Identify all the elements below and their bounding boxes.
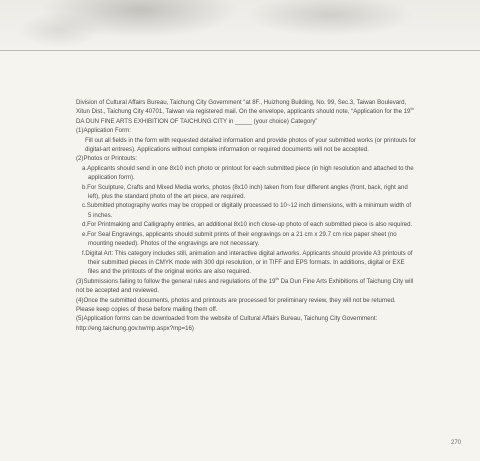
item-a: a.Applicants should send in one 8x10 inch photo or printout for each submitted piece (in high resolution and attached to the application form). bbox=[82, 164, 414, 182]
document-body bbox=[76, 98, 416, 333]
item-e: e.For Seal Engravings, applicants should submit prints of their engravings on a 21 cm x 29.7 cm rice paper sheet (no mounting needed). Photos of the engravings are not necessary. bbox=[82, 230, 397, 248]
rule-4: (4)Once the submitted documents, photos and printouts are processed for preliminary review, they will not be returned. Please keep copies of these before mailing them off. bbox=[76, 296, 396, 313]
photos-printouts-heading: (2)Photos or Printouts: bbox=[76, 155, 137, 163]
header-divider bbox=[0, 50, 480, 51]
header-ink-painting bbox=[0, 0, 480, 50]
application-form-text: Fill out all fields in the form with requested detailed information and provide photos of your submitted works (or printouts for digital-art entrees). Applications without complete information or required documents will not be accepted. bbox=[85, 136, 416, 154]
rule-5: (5)Application forms can be downloaded from the website of Cultural Affairs Bureau, Taichung City Government: http://eng.taichung.gov.tw/mp.aspx?mp=16) bbox=[76, 315, 378, 332]
intro-paragraph: Division of Cultural Affairs Bureau, Taichung City Government “at 8F., Huizhong Building, No. 99, Sec.3, Taiwan Boulevard, Xitun Dist., Taichung City 40701, Taiwan via registered mail. On the envelope, applicants should note, “Application for the 19th DA DUN FINE ARTS EXHIBITION OF TAICHUNG CITY in _____ (your choice) Category” bbox=[76, 99, 414, 125]
page-number: 270 bbox=[451, 440, 462, 446]
item-c: c.Submitted photography works may be cropped or digitally processed to 10~12 inch dimensions, with a minimum width of 5 inches. bbox=[82, 202, 412, 219]
rule-3: (3)Submissions failing to follow the general rules and regulations of the 19th Da Dun Fine Arts Exhibitions of Taichung City will not be accepted and reviewed. bbox=[76, 275, 414, 295]
item-b: b.For Sculpture, Crafts and Mixed Media works, photos (8x10 inch) taken from four different angles (front, back, right and left), plus the standard photo of the art piece, are required. bbox=[82, 183, 408, 201]
item-f: f.Digital Art: This category includes still, animation and interactive digital artworks. Applicants should provide A3 printouts of their submitted pieces in CMYK mode with 300 dpi resolution, or in TIFF and EPS formats. In additions, digital or EXE files and the printouts of the original works are also required. bbox=[82, 249, 413, 276]
application-form-heading: (1)Application Form: bbox=[76, 127, 131, 135]
item-d: d.For Printmaking and Calligraphy entries, an additional 8x10 inch close-up photo of each submitted piece is also required. bbox=[82, 221, 413, 229]
